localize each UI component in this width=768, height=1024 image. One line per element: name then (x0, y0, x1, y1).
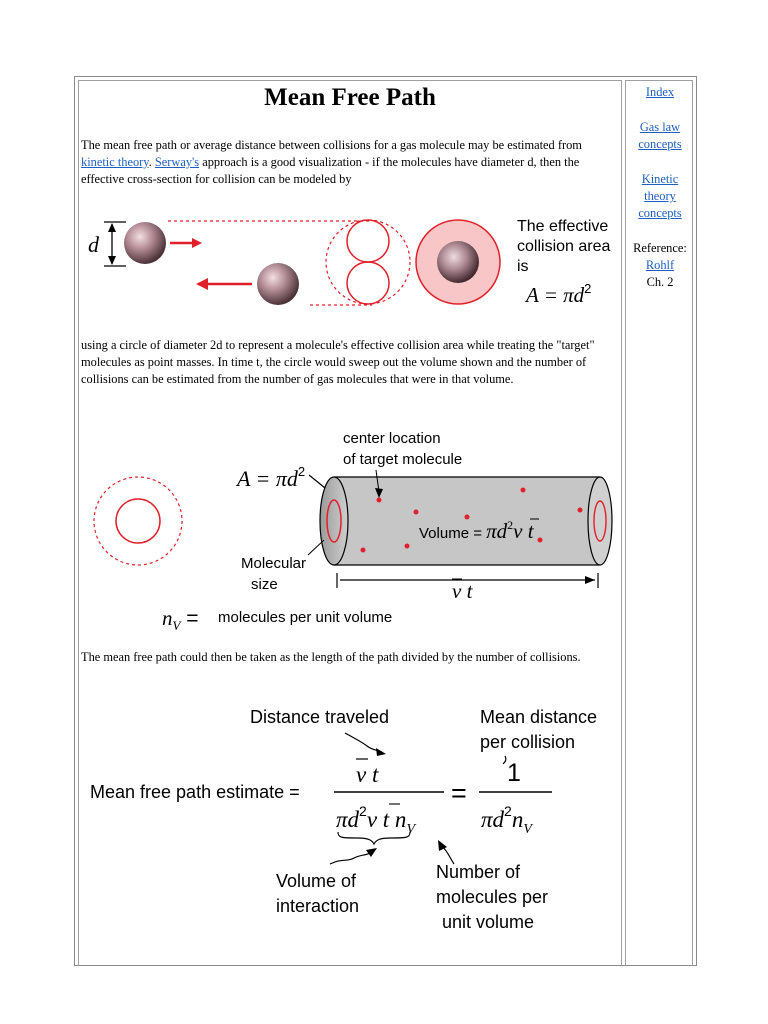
vol-area-lhs: A = (237, 466, 276, 491)
number-per-volume-3: unit volume (442, 912, 535, 932)
gas-law-link[interactable] (626, 119, 694, 153)
area-formula-lhs: A = (526, 283, 564, 307)
numerator: v t (356, 762, 379, 787)
collision-area-figure (82, 210, 612, 315)
denominator-sub: V (406, 822, 415, 837)
right-den-n: n (511, 807, 524, 832)
second-paragraph: using a circle of diameter 2d to represent a molecule's effective collision area while treating the "target" molecules as point masses. In time t, the circle would sweep out the volume shown and the number of collisions can be estimated from the number of gas molecules that were in that volume. (81, 338, 595, 386)
vol-area-rhs: πd (275, 466, 298, 491)
sidebar-links (626, 84, 694, 291)
sidebar-spacer (626, 153, 694, 171)
volume-formula: πd (486, 519, 508, 543)
mean-distance-label-1: Mean distance (480, 707, 598, 727)
nv-sub: V (172, 618, 181, 633)
number-per-volume-1: Number of (436, 862, 521, 882)
right-numerator: 1 (507, 759, 521, 787)
molecular-size-label-2: size (251, 576, 278, 593)
right-den-exp: 2 (504, 803, 512, 819)
area-formula-exp: 2 (584, 281, 592, 296)
mean-distance-label-2: per collision (480, 732, 576, 752)
nv-symbol: n (162, 606, 173, 630)
kinetic-line-3[interactable]: concepts (638, 206, 682, 220)
serways-link[interactable]: Serway's (154, 155, 200, 169)
molecular-size-label-1: Molecular (241, 555, 307, 572)
right-denominator: πd (481, 807, 505, 832)
intro-text-1: The mean free path or average distance between collisions for a gas molecule may be estimated from (81, 138, 582, 152)
svg-text:A = πd2 (235, 464, 305, 491)
denominator: πd (336, 807, 360, 832)
gas-law-line-1[interactable]: Gas law (639, 120, 681, 134)
intro-paragraph (81, 137, 616, 188)
distance-traveled-label: Distance traveled (250, 707, 390, 727)
swept-cylinder (334, 477, 600, 565)
chapter-label: Ch. 2 (646, 275, 674, 289)
reference-label: Reference: (633, 241, 687, 255)
index-link[interactable]: Index (645, 85, 675, 99)
volume-tail: v t (513, 519, 534, 543)
gas-law-line-2[interactable]: concepts (638, 137, 682, 151)
volume-label: Volume = (419, 525, 487, 542)
center-location-label-2: of target molecule (343, 451, 463, 468)
intro-text-3: approach is a good visualization - if the molecules have diameter d, then the effective cross-section for collision can be modeled by (81, 155, 580, 186)
kinetic-theory-link[interactable]: kinetic theory (81, 155, 149, 169)
sidebar-spacer (626, 101, 694, 119)
page-title: Mean Free Path (264, 84, 436, 111)
rohlf-link[interactable]: Rohlf (645, 258, 675, 272)
equals-sign: = (451, 778, 467, 808)
svg-text:πd2v t nV (336, 803, 416, 837)
nv-description: molecules per unit volume (218, 609, 393, 626)
swept-volume-figure (82, 420, 617, 635)
mean-free-path-formula-figure (82, 698, 617, 938)
effective-caption-1: The effective (517, 218, 609, 235)
diameter-label: d (88, 232, 99, 257)
vt-dimension-label: v t (452, 579, 473, 603)
intro-text-2: . (148, 155, 155, 169)
vol-area-exp: 2 (297, 464, 306, 479)
svg-text:πd2nV (481, 803, 533, 837)
denominator-exp: 2 (359, 803, 367, 819)
svg-text:nV = (162, 606, 199, 633)
denominator-tail: v t n (366, 807, 407, 832)
center-location-label-1: center location (343, 430, 441, 447)
volume-exp: 2 (507, 518, 514, 532)
number-per-volume-2: molecules per (436, 887, 549, 907)
estimate-label: Mean free path estimate = (90, 782, 300, 802)
kinetic-line-2[interactable]: theory (644, 189, 676, 203)
effective-caption-3: is (517, 258, 529, 275)
area-formula-rhs: πd (563, 283, 585, 307)
third-paragraph: The mean free path could then be taken as the length of the path divided by the number of collisions. (81, 650, 581, 664)
target-molecule (257, 263, 299, 305)
right-den-sub: V (523, 822, 532, 837)
kinetic-theory-sidebar-link[interactable] (626, 171, 694, 222)
sidebar-spacer (626, 222, 694, 240)
svg-text:A = πd2 (524, 281, 591, 307)
effective-caption-2: collision area (517, 238, 611, 255)
volume-of-interaction-2: interaction (276, 896, 360, 916)
kinetic-line-1[interactable]: Kinetic (641, 172, 679, 186)
volume-of-interaction-1: Volume of (276, 871, 357, 891)
moving-molecule (124, 222, 166, 264)
nv-eq: = (180, 607, 199, 630)
